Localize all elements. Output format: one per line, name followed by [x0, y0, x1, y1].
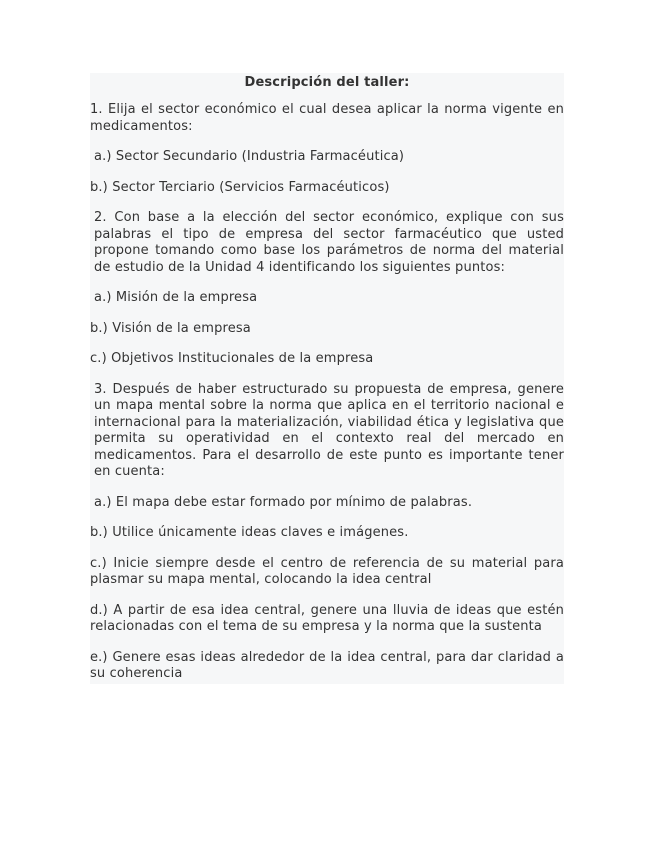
- document-title: Descripción del taller:: [244, 75, 410, 90]
- paragraph-option-1a: a.) Sector Secundario (Industria Farmacéutica): [94, 149, 405, 164]
- paragraph-point-3d: d.) A partir de esa idea central, genere una lluvia de ideas que estén relacionadas con el tema de su empresa y la norma que la sustenta: [90, 602, 564, 634]
- paragraph-question-3: 3. Después de haber estructurado su propuesta de empresa, genere un mapa mental sobre la norma que aplica en el territorio nacional e internacional para la materialización, viabilidad ética y legislativa que permita su operatividad en el contexto real del mercado en medicamentos. Para el desarrollo de este punto es importante tener en cuenta:: [94, 381, 564, 479]
- paragraph-point-2a: a.) Misión de la empresa: [94, 290, 258, 305]
- paragraph-point-3a: a.) El mapa debe estar formado por mínimo de palabras.: [94, 494, 473, 510]
- paragraph-question-1: 1. Elija el sector económico el cual desea aplicar la norma vigente en medicamentos:: [90, 102, 564, 134]
- workshop-description-block: [90, 73, 564, 684]
- paragraph-point-3b: b.) Utilice únicamente ideas claves e imágenes.: [90, 525, 409, 540]
- paragraph-point-2b: b.) Visión de la empresa: [90, 320, 251, 336]
- paragraph-point-3e: e.) Genere esas ideas alrededor de la idea central, para dar claridad a su coherencia: [90, 649, 564, 681]
- paragraph-option-1b: b.) Sector Terciario (Servicios Farmacéuticos): [90, 179, 390, 195]
- paragraph-question-2: 2. Con base a la elección del sector económico, explique con sus palabras el tipo de empresa del sector farmacéutico que usted propone tomando como base los parámetros de norma del material de estudio de la Unidad 4 identificando los siguientes puntos:: [94, 210, 564, 275]
- block-bottom-padding: [90, 683, 564, 684]
- paragraph-point-3c: c.) Inicie siempre desde el centro de referencia de su material para plasmar su mapa mental, colocando la idea central: [90, 555, 564, 587]
- paragraph-point-2c: c.) Objetivos Institucionales de la empresa: [90, 351, 374, 366]
